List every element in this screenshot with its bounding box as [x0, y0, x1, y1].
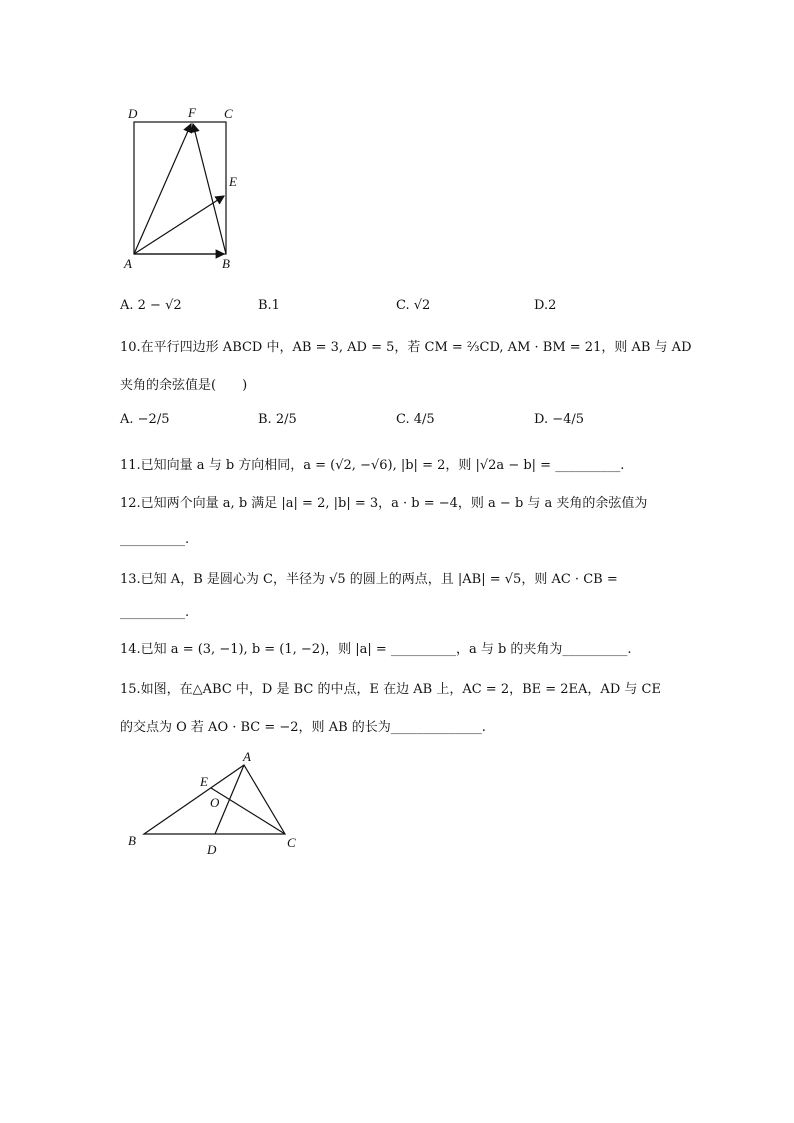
- label-a: A: [124, 256, 132, 271]
- q10-line-2: 夹角的余弦值是( ): [120, 378, 248, 393]
- q10-option-b: B. 2/5: [258, 412, 297, 427]
- label-d: D: [128, 106, 138, 121]
- q10-line-1: 10.在平行四边形 ABCD 中，AB = 3, AD = 5，若 CM = ⅔CD, AM · BM = 21，则 AB 与 AD: [120, 340, 692, 355]
- rectangle-abcd: [134, 122, 226, 254]
- q12-line-2: __________.: [120, 532, 190, 547]
- tri-label-c: C: [287, 835, 296, 850]
- q9-option-d: D.2: [534, 298, 557, 313]
- tri-label-d: D: [207, 842, 217, 857]
- q13-line-1: 13.已知 A，B 是圆心为 C，半径为 √5 的圆上的两点，且 |AB| = √5，则 AC · CB =: [120, 572, 618, 587]
- q9-option-a: A. 2 − √2: [120, 298, 182, 313]
- q15-line-2: 的交点为 O 若 AO · BC = −2，则 AB 的长为______________.: [120, 720, 486, 735]
- q10-option-c: C. 4/5: [396, 412, 435, 427]
- q11-line: 11.已知向量 a 与 b 方向相同，a = (√2, −√6), |b| = 2，则 |√2a − b| = __________.: [120, 458, 625, 473]
- tri-label-o: O: [210, 795, 220, 810]
- label-c: C: [224, 106, 233, 121]
- tri-label-a: A: [243, 749, 251, 764]
- vector-af: [134, 124, 191, 254]
- tri-label-e: E: [200, 774, 208, 789]
- q15-line-1: 15.如图，在△ABC 中，D 是 BC 的中点，E 在边 AB 上，AC = 2，BE = 2EA，AD 与 CE: [120, 682, 661, 697]
- q13-line-2: __________.: [120, 605, 190, 620]
- q10-option-a: A. −2/5: [120, 412, 170, 427]
- label-f: F: [188, 105, 196, 120]
- rectangle-vector-figure: [118, 100, 268, 275]
- q9-option-b: B.1: [258, 298, 280, 313]
- label-e: E: [229, 174, 237, 189]
- q12-line-1: 12.已知两个向量 a, b 满足 |a| = 2, |b| = 3，a · b = −4，则 a − b 与 a 夹角的余弦值为: [120, 496, 648, 511]
- label-b: B: [222, 256, 230, 271]
- q10-option-d: D. −4/5: [534, 412, 585, 427]
- q14-line: 14.已知 a = (3, −1), b = (1, −2)，则 |a| = __________，a 与 b 的夹角为__________.: [120, 642, 632, 657]
- triangle-figure: [120, 748, 310, 860]
- tri-label-b: B: [128, 833, 136, 848]
- vector-ae: [134, 196, 224, 254]
- q9-option-c: C. √2: [396, 298, 431, 313]
- vector-bf: [193, 124, 226, 254]
- segment-ce: [211, 788, 285, 834]
